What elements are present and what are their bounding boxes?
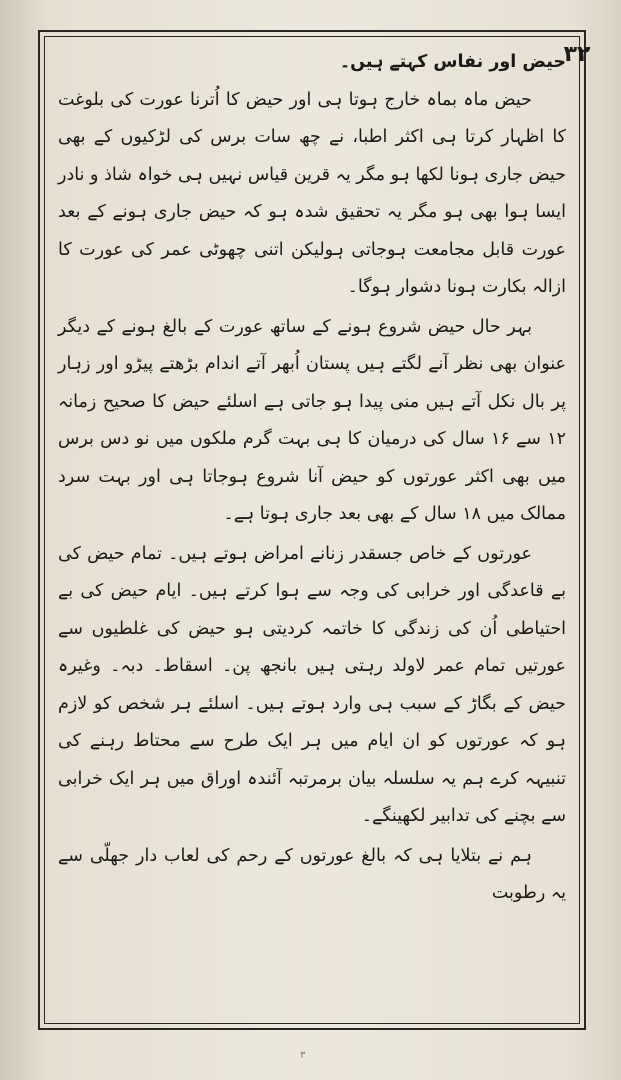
footer-mark: ۳ [300, 1050, 306, 1061]
paragraph-3: عورتوں کے خاص جسقدر زنانے امراض ہوتے ہیں۔ تمام حیض کی بے قاعدگی اور خرابی کی وجہ سے ہوا کرتے ہیں۔ ایام حیض کی بے احتیاطی اُن کی زندگی کا خاتمہ کردیتی ہو حیض کی غلطیوں سے عورتیں تمام عمر لاولد رہتی ہیں بانجھ پن۔ اسقاط۔ دبہ۔ وغیرہ حیض کے بگاڑ کے سبب ہی وارد ہوتے ہیں۔ اسلئے ہر شخص کو لازم ہو کہ عورتوں کو ان ایام میں ہر ایک طرح سے محتاط رہنے کی تنبیہہ کرے ہم یہ سلسلہ بیان برمرتبہ آئندہ اوراق میں ہر ایک خرابی سے بچنے کی تدابیر لکھینگے۔ [58, 543, 566, 826]
paragraph-1: حیض ماہ بماہ خارج ہوتا ہی اور حیض کا اُترنا عورت کی بلوغت کا اظہار کرتا ہی اکثر اطبا، نے چھ سات برس کی لڑکیوں کے بھی حیض جاری ہونا لکھا ہو مگر یہ قرین قیاس نہیں ہی خواہ شاذ و نادر ایسا ہوا بھی ہو مگر یہ تحقیق شدہ ہو کہ حیض جاری ہونے کے بعد عورت قابل مجامعت ہوجاتی ہولیکن اتنی چھوٹی عمر کی عورت کا ازالہ بکارت ہونا دشوار ہوگا۔ [58, 89, 566, 297]
page-text-block [58, 44, 566, 913]
page-number: ۳۲ [563, 42, 591, 67]
section-heading: حیض اور نفاس کہتے ہیں۔ [339, 52, 566, 72]
paragraph-4: ہم نے بتلایا ہی کہ بالغ عورتوں کے رحم کی لعاب دار جھلّی سے یہ رطوبت [58, 845, 566, 903]
paragraph-2: بہر حال حیض شروع ہونے کے ساتھ عورت کے بالغ ہونے کے دیگر عنوان بھی نظر آنے لگتے ہیں پستان اُبھر آتے اندام بڑھتے پیڑو اور زہار پر بال نکل آتے ہیں منی پیدا ہو جاتی ہے اسلئے حیض کا صحیح زمانہ ۱۲ سے ۱۶ سال کی درمیان کا ہی بہت گرم ملکوں میں نو دس برس میں بھی اکثر عورتوں کو حیض آنا شروع ہوجاتا ہی اور بہت سرد ممالک میں ۱۸ سال کے بھی بعد جاری ہوتا ہے۔ [58, 316, 566, 524]
